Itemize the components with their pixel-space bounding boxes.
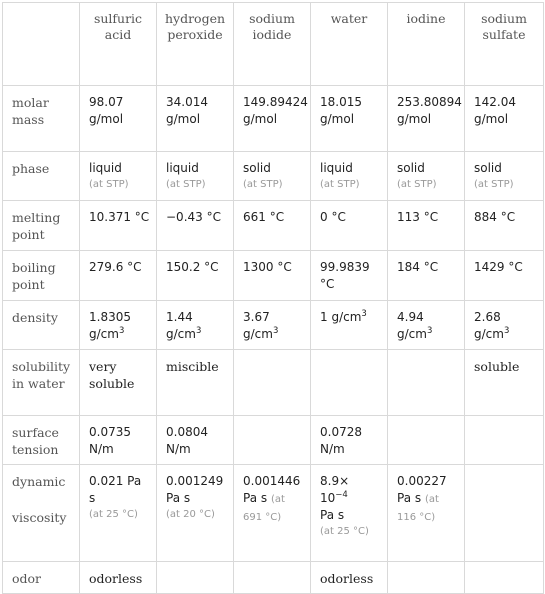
table-cell (311, 152, 388, 201)
row-label-melting-point: melting point (3, 201, 80, 251)
table-cell: 150.2 °C (157, 251, 234, 301)
table-cell (388, 350, 465, 416)
condition-note: (at STP) (243, 179, 283, 190)
phase-value: solid (243, 161, 271, 175)
table-row (3, 562, 544, 594)
table-cell: soluble (465, 350, 544, 416)
row-label-surface-tension: surface tension (3, 416, 80, 465)
phase-value: liquid (320, 161, 353, 175)
table-row (3, 350, 544, 416)
exponent: 3 (426, 326, 433, 336)
phase-value: solid (474, 161, 502, 175)
condition-note: (at STP) (397, 179, 437, 190)
table-cell: 0 °C (311, 201, 388, 251)
table-cell: 34.014 g/mol (157, 86, 234, 152)
row-label-molar-mass: molar mass (3, 86, 80, 152)
table-cell (465, 152, 544, 201)
table-cell (388, 465, 465, 562)
exponent: 3 (272, 326, 279, 336)
table-row (3, 416, 544, 465)
table-cell: odorless (80, 562, 157, 594)
table-cell (234, 465, 311, 562)
column-header-water: water (311, 3, 388, 86)
properties-table (2, 2, 544, 594)
corner-cell (3, 3, 80, 86)
viscosity-value: 0.021 Pa s (89, 474, 142, 505)
condition-note: (at STP) (166, 179, 206, 190)
column-header-sulfuric-acid: sulfuric acid (80, 3, 157, 86)
condition-note: (at STP) (320, 179, 360, 190)
table-cell (465, 562, 544, 594)
table-cell (234, 416, 311, 465)
table-cell: 149.89424 g/mol (234, 86, 311, 152)
condition-note: (at STP) (89, 179, 129, 190)
table-cell (388, 562, 465, 594)
exponent: 3 (118, 326, 125, 336)
table-cell (311, 301, 388, 350)
table-cell (388, 152, 465, 201)
table-cell (311, 465, 388, 562)
table-cell (234, 301, 311, 350)
table-row (3, 201, 544, 251)
condition-note: (at 25 °C) (89, 509, 138, 520)
table-cell (80, 465, 157, 562)
table-cell: miscible (157, 350, 234, 416)
viscosity-unit: Pa s (320, 508, 345, 522)
table-cell: 1300 °C (234, 251, 311, 301)
header-row (3, 3, 544, 86)
table-cell: very soluble (80, 350, 157, 416)
viscosity-value: 0.001249 Pa s (166, 474, 224, 505)
column-header-sodium-iodide: sodium iodide (234, 3, 311, 86)
table-cell: 98.07 g/mol (80, 86, 157, 152)
exponent: 3 (195, 326, 202, 336)
phase-value: liquid (166, 161, 199, 175)
table-cell (311, 350, 388, 416)
table-cell: 0.0735 N/m (80, 416, 157, 465)
row-label-density: density (3, 301, 80, 350)
table-cell: 884 °C (465, 201, 544, 251)
table-row (3, 301, 544, 350)
table-cell: 279.6 °C (80, 251, 157, 301)
table-cell: 113 °C (388, 201, 465, 251)
density-value: 2.68 g/cm (474, 310, 504, 341)
table-cell: 10.371 °C (80, 201, 157, 251)
label-line: viscosity (12, 510, 67, 525)
column-header-iodine: iodine (388, 3, 465, 86)
density-value: 4.94 g/cm (397, 310, 427, 341)
table-cell: 253.80894 g/mol (388, 86, 465, 152)
dynamic-viscosity-label (12, 473, 73, 555)
table-cell: 142.04 g/mol (465, 86, 544, 152)
column-header-sodium-sulfate: sodium sulfate (465, 3, 544, 86)
table-cell (157, 152, 234, 201)
table-cell: 18.015 g/mol (311, 86, 388, 152)
table-cell (234, 152, 311, 201)
table-cell: 0.0804 N/m (157, 416, 234, 465)
table-cell: 99.9839 °C (311, 251, 388, 301)
table-cell: 0.0728 N/m (311, 416, 388, 465)
density-value: 1.44 g/cm (166, 310, 196, 341)
row-label-solubility: solubility in water (3, 350, 80, 416)
table-cell (465, 465, 544, 562)
density-value: 1 g/cm (320, 310, 362, 324)
table-row (3, 465, 544, 562)
table-row (3, 86, 544, 152)
column-header-hydrogen-peroxide: hydrogen peroxide (157, 3, 234, 86)
exponent: −4 (335, 490, 348, 500)
viscosity-value: 0.001446 Pa s (243, 474, 301, 505)
condition-note: (at 691 °C) (243, 494, 285, 523)
row-label-dynamic-viscosity (3, 465, 80, 562)
table-row (3, 152, 544, 201)
viscosity-mantissa: 8.9× (320, 474, 350, 488)
table-cell (465, 301, 544, 350)
row-label-odor: odor (3, 562, 80, 594)
table-cell (388, 416, 465, 465)
phase-value: solid (397, 161, 425, 175)
phase-value: liquid (89, 161, 122, 175)
row-label-boiling-point: boiling point (3, 251, 80, 301)
density-value: 1.8305 g/cm (89, 310, 131, 341)
table-cell (80, 301, 157, 350)
condition-note: (at 116 °C) (397, 494, 439, 523)
condition-note: (at 20 °C) (166, 509, 215, 520)
table-cell (80, 152, 157, 201)
row-label-phase: phase (3, 152, 80, 201)
table-row (3, 251, 544, 301)
table-cell (234, 350, 311, 416)
table-cell: 1429 °C (465, 251, 544, 301)
table-cell: odorless (311, 562, 388, 594)
table-cell (234, 562, 311, 594)
table-cell: 661 °C (234, 201, 311, 251)
condition-note: (at STP) (474, 179, 514, 190)
table-cell: 184 °C (388, 251, 465, 301)
viscosity-base: 10 (320, 491, 336, 505)
table-cell (157, 465, 234, 562)
condition-note: (at 25 °C) (320, 526, 369, 537)
exponent: 3 (503, 326, 510, 336)
label-line: dynamic (12, 474, 66, 489)
table-cell: −0.43 °C (157, 201, 234, 251)
exponent: 3 (361, 309, 367, 319)
density-value: 3.67 g/cm (243, 310, 273, 341)
table-cell (465, 416, 544, 465)
table-cell (157, 562, 234, 594)
table-cell (157, 301, 234, 350)
table-cell (388, 301, 465, 350)
viscosity-value: 0.00227 Pa s (397, 474, 447, 505)
